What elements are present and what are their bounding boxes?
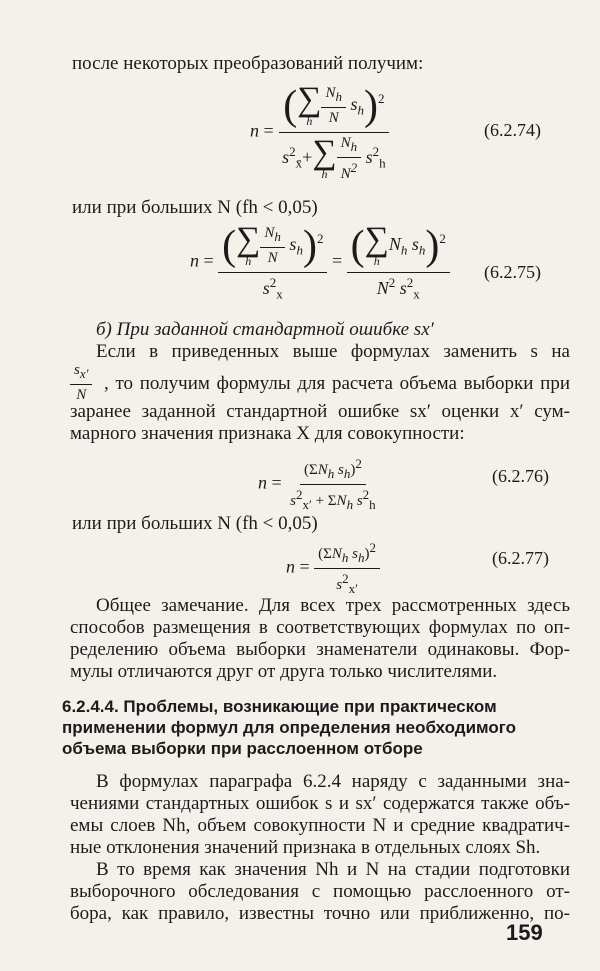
para1-line-4: марного значения признака X для совокупности: (70, 423, 465, 444)
equation-6-2-77: n = $\frac{(\Sigma N_h s_h)^2}{s^2_{x'}}$ (286, 540, 380, 597)
equation-6-2-75: n = (∑ h $\frac{N_h}{N}$ $s_h)^2$ $s^2_x$ = (∑ h $N_h$ $s_h)^2$ $N^2$ $s^2_x$ (190, 222, 450, 303)
fraction-sx-over-n: $\frac{s_{x'}}{N}$ (70, 362, 92, 404)
para3-line-3: бора, как правило, известны точно или приближенно, по- (70, 903, 570, 924)
eq-number-74: (6.2.74) (484, 120, 541, 140)
para3-line-1: В то время как значения Nh и N на стадии подготовки (96, 859, 570, 880)
section-heading-line-2: применении формул для определения необходимого (62, 718, 517, 737)
para2-line-4: ные отклонения значений признака в отдельных слоях Sh. (70, 837, 541, 858)
eq-number-75: (6.2.75) (484, 262, 541, 282)
page-number: 159 (506, 920, 543, 945)
remark-line-1: Общее замечание. Для всех трех рассмотренных здесь (96, 595, 570, 616)
para2-line-2: чениями стандартных ошибок s и sx′ содержатся также объ- (70, 793, 570, 814)
para2-line-1: В формулах параграфа 6.2.4 наряду с заданными зна- (96, 771, 570, 792)
condition-line-1: или при больших N (fh < 0,05) (72, 197, 318, 218)
para1-line-1: Если в приведенных выше формулах заменить s на (96, 341, 570, 362)
remark-line-2: способов размещения в соответствующих формулах по оп- (70, 617, 570, 638)
intro-line: после некоторых преобразований получим: (72, 53, 424, 74)
subsection-b-title: б) При заданной стандартной ошибке sx′ (96, 319, 434, 340)
para1-line-2: , то получим формулы для расчета объема выборки при (104, 373, 570, 394)
eq-number-77: (6.2.77) (492, 548, 549, 568)
para3-line-2: выборочного обследования с помощью расслоенного от- (70, 881, 570, 902)
section-heading-line-3: объема выборки при расслоенном отборе (62, 739, 423, 758)
equation-6-2-74: n = (∑ h $\frac{N_h}{N}$ $s_h)^2$ $s^2_{x̄}+\sum$ h $\frac{N_h}{N^2}$ $s^2_h$ (250, 82, 390, 183)
remark-line-4: мулы отличаются друг от друга только числителями. (70, 661, 498, 682)
para1-line-3: заранее заданной стандартной ошибке sx′ оценки x′ сум- (70, 401, 570, 422)
remark-line-3: ределению объема выборки знаменатели одинаковы. Фор- (70, 639, 570, 660)
condition-line-2: или при больших N (fh < 0,05) (72, 513, 318, 534)
equation-6-2-76: n = $\frac{(\Sigma N_h s_h)^2}{s^2_{x'} + \Sigma N_h s^2_h}$ (258, 456, 376, 512)
para2-line-3: емы слоев Nh, объем совокупности N и средние квадратич- (70, 815, 570, 836)
section-heading-line-1: 6.2.4.4. Проблемы, возникающие при практическом (62, 697, 497, 716)
eq-number-76: (6.2.76) (492, 466, 549, 486)
